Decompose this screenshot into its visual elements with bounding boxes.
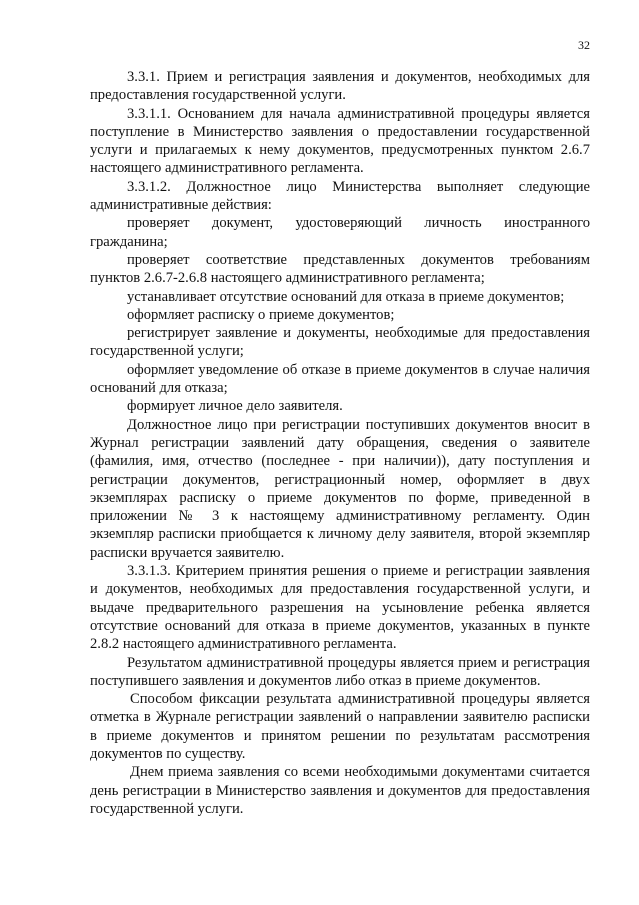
paragraph-3-3-1-3: 3.3.1.3. Критерием принятия решения о приеме и регистрации заявления и документов, необходимых для предоставления государственной услуги, и выдаче предварительного разрешения на усыновление ребенка является отсутствие оснований для отказа в приеме документов, указанных в пункте 2.8.2 настоящего административного регламента. (90, 563, 590, 653)
action-item: регистрирует заявление и документы, необходимые для предоставления государственной услуги; (90, 325, 590, 360)
action-item: оформляет расписку о приеме документов; (127, 306, 395, 323)
paragraph-registration: Должностное лицо при регистрации поступивших документов вносит в Журнал регистрации заявлений дату обращения, сведения о заявителе (фамилия, имя, отчество (последнее - при наличии)), дату поступления и регистрации документов, регистрационный номер, оформляет в двух экземплярах расписку о приеме документов по форме, приведенной в приложении № 3 к настоящему административному регламенту. Один экземпляр расписки приобщается к личному делу заявителя, второй экземпляр расписки вручается заявителю. (90, 416, 590, 561)
page-number: 32 (578, 38, 590, 52)
paragraph-3-3-1-2: 3.3.1.2. Должностное лицо Министерства выполняет следующие административные действия: (90, 178, 590, 214)
document-body (90, 68, 590, 818)
paragraph-fixation: Способом фиксации результата административной процедуры является отметка в Журнале регистрации заявлений о направлении заявителю расписки в приеме документов и принятом решении по результатам рассмотрения документов по существу. (90, 691, 590, 762)
paragraph-3-3-1: 3.3.1. Прием и регистрация заявления и документов, необходимых для предоставления государственной услуги. (90, 69, 590, 104)
action-item: оформляет уведомление об отказе в приеме документов в случае наличия оснований для отказа; (90, 361, 590, 397)
paragraph-result: Результатом административной процедуры является прием и регистрация поступившего заявления и документов либо отказ в приеме документов. (90, 654, 590, 689)
paragraph-3-3-1-1: 3.3.1.1. Основанием для начала административной процедуры является поступление в Министерство заявления о предоставлении государственной услуги и прилагаемых к нему документов, предусмотренных пунктом 2.6.7 настоящего административного регламента. (90, 105, 590, 177)
action-item: устанавливает отсутствие оснований для отказа в приеме документов; (127, 288, 565, 305)
action-item: формирует личное дело заявителя. (127, 398, 343, 415)
action-item: проверяет соответствие представленных документов требованиям пунктов 2.6.7-2.6.8 настоящего административного регламента; (90, 251, 590, 287)
action-item: проверяет документ, удостоверяющий личность иностранного гражданина; (90, 215, 590, 250)
paragraph-receipt-day: Днем приема заявления со всеми необходимыми документами считается день регистрации в Министерство заявления и документов для предоставления государственной услуги. (90, 764, 590, 817)
